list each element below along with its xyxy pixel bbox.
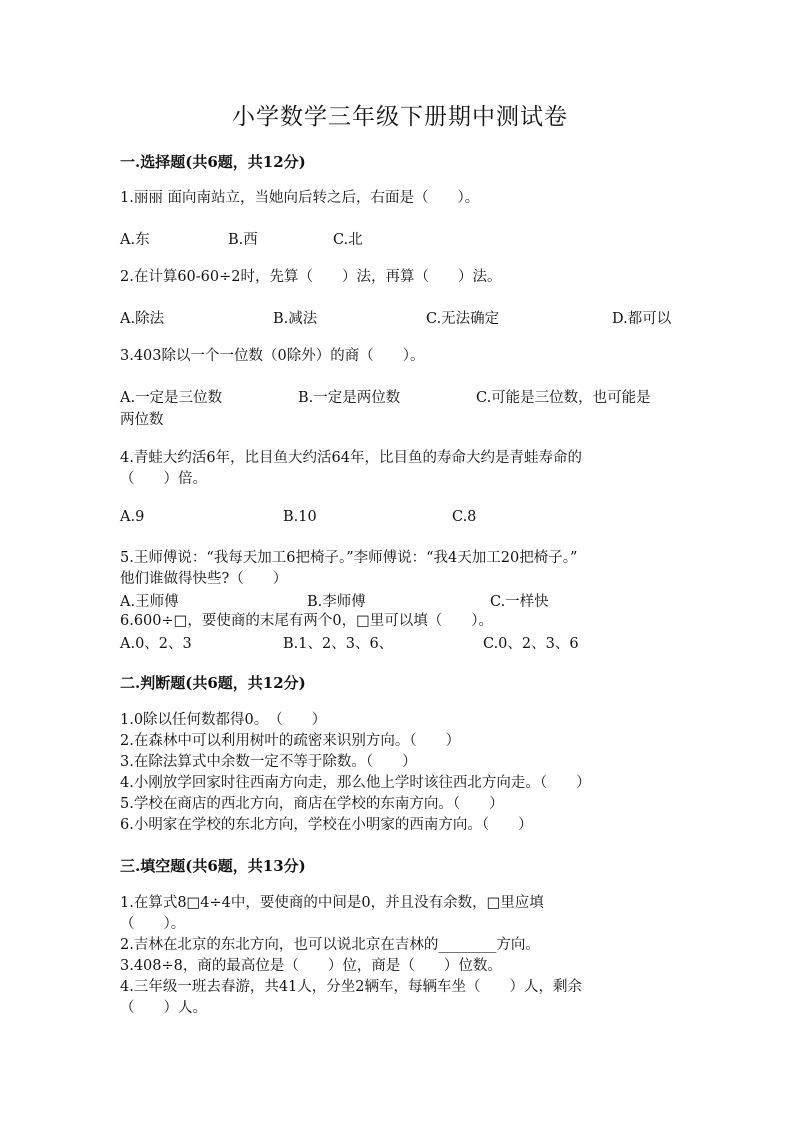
question-4-stem-cont: （ ）倍。 <box>120 471 207 487</box>
fill-item: 1.在算式8□4÷4中，要使商的中间是0，并且没有余数，□里应填 <box>120 895 544 911</box>
question-5-stem: 5.王师傅说：“我每天加工6把椅子。”李师傅说：“我4天加工20把椅子。” <box>120 550 578 566</box>
option-b: B.减法 <box>273 311 318 327</box>
option-c: C.8 <box>452 509 477 525</box>
option-a: A.东 <box>120 232 150 248</box>
option-b: B.10 <box>283 509 317 525</box>
fill-item: 2.吉林在北京的东北方向，也可以说北京在吉林的________方向。 <box>120 937 540 953</box>
judge-item: 3.在除法算式中余数一定不等于除数。（ ） <box>120 754 417 770</box>
page-title: 小学数学三年级下册期中测试卷 <box>232 104 568 130</box>
judge-item: 1.0除以任何数都得0。 （ ） <box>120 712 327 728</box>
section-heading-choice: 一.选择题(共6题，共12分) <box>120 153 306 171</box>
fill-item: 3.408÷8，商的最高位是（ ）位，商是（ ）位数。 <box>120 958 502 974</box>
option-a: A.一定是三位数 <box>120 390 223 406</box>
question-2-stem: 2.在计算60-60÷2时，先算（ ）法，再算（ ）法。 <box>120 269 502 285</box>
option-b: B.西 <box>228 232 258 248</box>
option-c: C.可能是三位数，也可能是 <box>476 390 651 406</box>
option-a: A.除法 <box>120 311 165 327</box>
judge-item: 4.小刚放学回家时往西南方向走，那么他上学时该往西北方向走。（ ） <box>120 775 591 791</box>
option-c: C.一样快 <box>490 594 549 610</box>
fill-item-cont: （ ）。 <box>120 916 186 932</box>
option-a: A.0、2、3 <box>120 636 192 652</box>
section-heading-fill: 三.填空题(共6题，共13分) <box>120 857 306 875</box>
question-4-stem: 4.青蛙大约活6年，比目鱼大约活64年，比目鱼的寿命大约是青蛙寿命的 <box>120 450 583 466</box>
question-3-stem: 3.403除以一个一位数（0除外）的商（ ）。 <box>120 348 425 364</box>
judge-item: 6.小明家在学校的东北方向，学校在小明家的西南方向。（ ） <box>120 817 533 833</box>
judge-item: 2.在森林中可以利用树叶的疏密来识别方向。（ ） <box>120 733 461 749</box>
option-a: A.9 <box>120 509 145 525</box>
question-5-stem-cont: 他们谁做得快些?（ ） <box>120 571 288 587</box>
question-6-stem: 6.600÷□，要使商的末尾有两个0，□里可以填（ ）。 <box>120 613 494 629</box>
option-a: A.王师傅 <box>120 594 179 610</box>
option-c: C.0、2、3、6 <box>483 636 579 652</box>
option-b: B.一定是两位数 <box>298 390 401 406</box>
section-heading-judge: 二.判断题(共6题，共12分) <box>120 674 306 692</box>
option-c: C.北 <box>333 232 363 248</box>
option-b: B.李师傅 <box>307 594 366 610</box>
fill-item: 4.三年级一班去春游，共41人，分坐2辆车，每辆车坐（ ）人，剩余 <box>120 979 583 995</box>
option-b: B.1、2、3、6、 <box>283 636 394 652</box>
option-c: C.无法确定 <box>426 311 500 327</box>
option-d: D.都可以 <box>612 311 672 327</box>
option-c-wrap: 两位数 <box>120 412 164 428</box>
judge-item: 5.学校在商店的西北方向，商店在学校的东南方向。（ ） <box>120 796 504 812</box>
question-1-stem: 1.丽丽 面向南站立，当她向后转之后，右面是（ ）。 <box>120 190 480 206</box>
fill-item-cont: （ ）人。 <box>120 1000 207 1016</box>
